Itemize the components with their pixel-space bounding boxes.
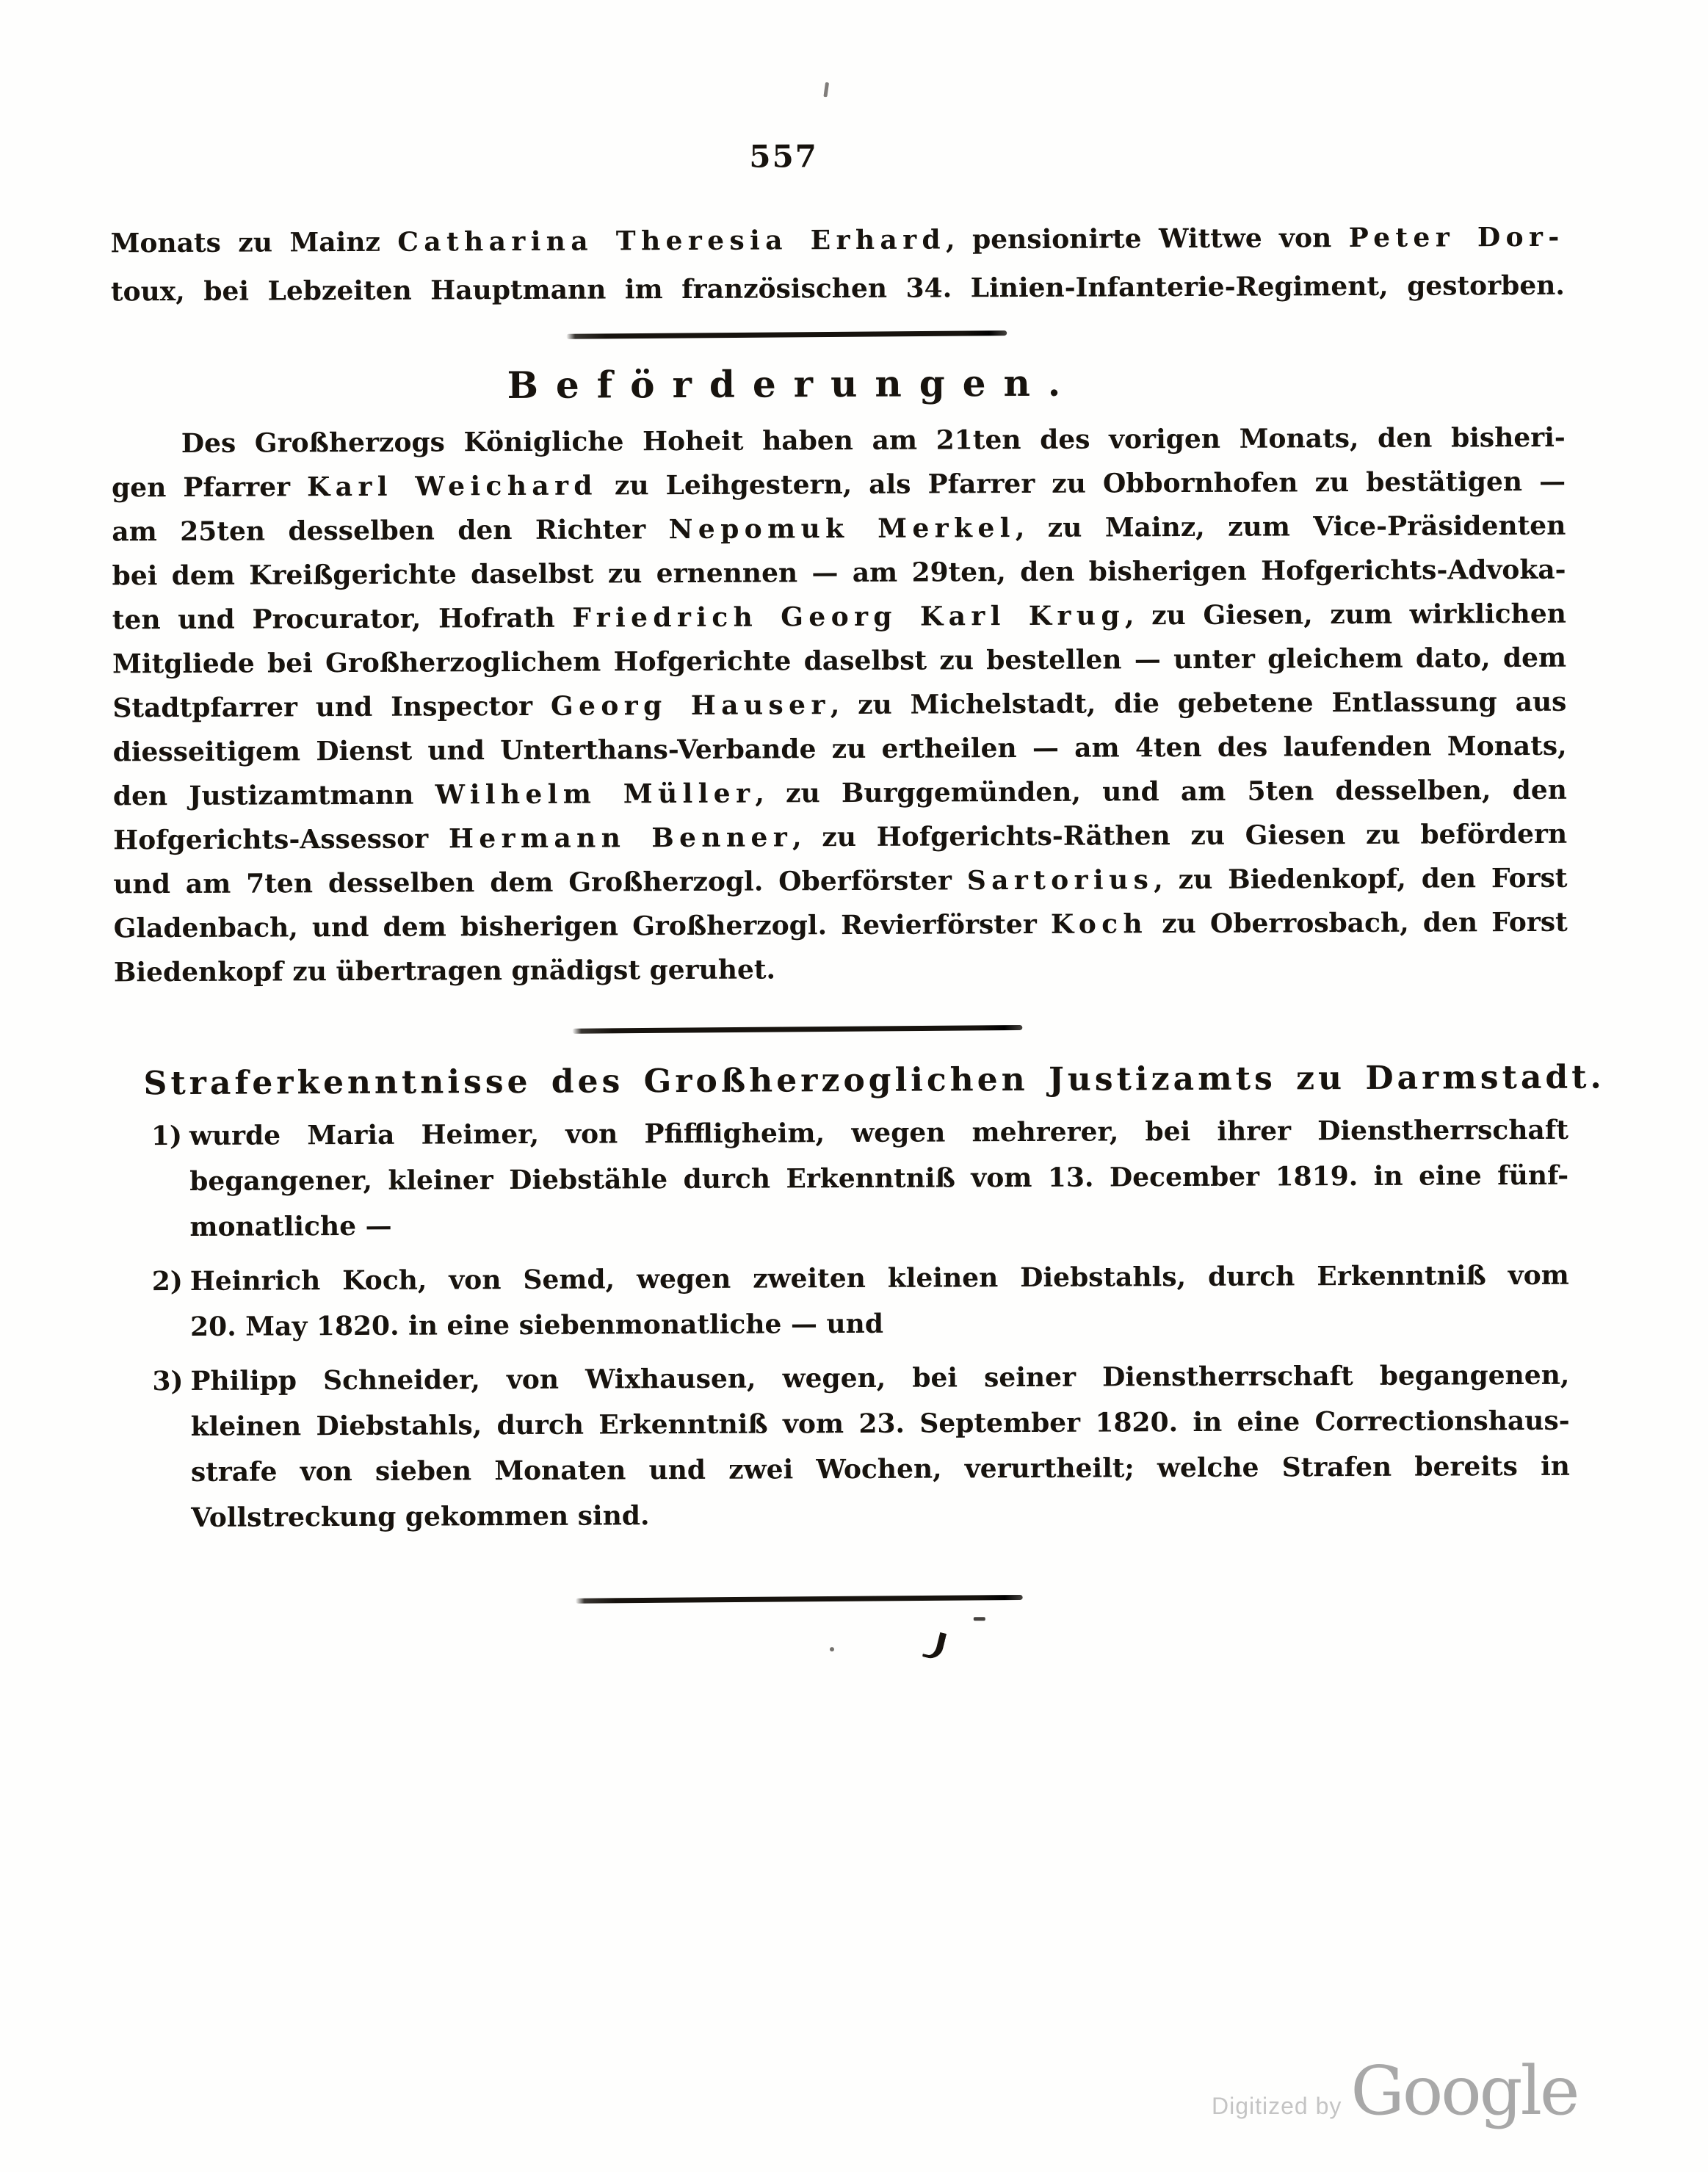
letterspaced-name: Karl Weichard [306,470,598,503]
digitized-by-watermark [1212,2052,1578,2130]
google-logo: Google [1350,2052,1578,2130]
scan-artifact [974,1617,985,1621]
item-text [190,1353,1570,1541]
promotions-heading: Beförderungen. [507,361,1079,408]
scan-artifact [823,82,829,97]
intro-paragraph [110,213,1565,316]
verdicts-heading: Straferkenntnisse des Großherzoglichen Justizamts zu Darmstadt. [143,1058,1605,1103]
section-divider [572,1025,1022,1034]
letterspaced-name: Catharina Theresia Erhard [397,224,947,258]
letterspaced-name: Koch [1050,908,1148,940]
text-line: gen Pfarrer Karl Weichard zu Leihgestern, als Pfarrer zu Obbornhofen zu bestätigen — [111,466,1566,504]
letterspaced-name: Nepomuk Merkel [668,513,1016,546]
promotions-paragraph [112,416,1568,995]
text-line: Heinrich Koch, von Semd, wegen zweiten kleinen Diebstahls, durch Erkenntniß vom [189,1259,1569,1297]
text-line: den Justizamtmann Wilhelm Müller, zu Burggemünden, und am 5ten desselben, den [112,774,1568,812]
text-line: Hofgerichts-Assessor Hermann Benner, zu Hofgerichts-Räthen zu Giesen zu befördern [113,818,1568,856]
text-line: Des Großherzogs Königliche Hoheit haben am 21ten des vorigen Monats, den bisheri- [181,421,1566,459]
text-line: und am 7ten desselben dem Großherzogl. Oberförster Sartorius, zu Biedenkopf, den Forst [113,862,1568,900]
letterspaced-name: Georg Hauser [550,689,831,722]
letterspaced-name: Peter Dor- [1348,221,1565,254]
item-text [190,1253,1570,1350]
text-line: Mitgliede bei Großherzoglichem Hofgerichte daselbst zu bestellen — unter gleichem dato, dem [112,642,1567,680]
text-line: toux, bei Lebzeiten Hauptmann im französischen 34. Linien-Infanterie-Regiment, gestorben. [110,269,1565,308]
letterspaced-name: Friedrich Georg Karl Krug [572,600,1126,634]
letterspaced-name: Wilhelm Müller [435,778,756,811]
letterspaced-name: Sartorius [966,864,1154,897]
text-line: strafe von sieben Monaten und zwei Wochen, verurtheilt; welche Strafen bereits in [190,1450,1571,1488]
text-line: Biedenkopf zu übertragen gnädigst geruhet. [113,954,776,988]
item-number: 3) [152,1365,184,1397]
item-text [189,1107,1569,1250]
verdict-item [151,1107,1569,1250]
section-divider [576,1595,1023,1604]
watermark-text: Digitized by [1212,2093,1342,2119]
scan-artifact [922,1629,947,1661]
letterspaced-name: Hermann Benner [448,822,793,855]
text-line: bei dem Kreißgerichte daselbst zu ernennen — am 29ten, den bisherigen Hofgerichts-Advoka- [112,554,1566,592]
text-line: monatliche — [189,1210,392,1242]
text-line: Philipp Schneider, von Wixhausen, wegen, bei seiner Dienstherrschaft begangenen, [190,1359,1570,1397]
text-line: wurde Maria Heimer, von Pfiffligheim, wegen mehrerer, bei ihrer Dienstherrschaft [189,1114,1569,1151]
text-line: begangener, kleiner Diebstähle durch Erkenntniß vom 13. December 1819. in eine fünf- [189,1159,1569,1197]
verdict-list [151,1107,1571,1549]
text-line: Gladenbach, und dem bisherigen Großherzogl. Revierförster Koch zu Oberrosbach, den Forst [113,906,1568,944]
text-line: kleinen Diebstahls, durch Erkenntniß vom 23. September 1820. in eine Correctionshaus- [190,1405,1570,1442]
item-number: 2) [151,1265,183,1297]
text-line: Stadtpfarrer und Inspector Georg Hauser, zu Michelstadt, die gebetene Entlassung aus [112,686,1567,724]
verdict-item [152,1353,1570,1541]
text-line: Vollstreckung gekommen sind. [191,1500,650,1533]
text-line: Monats zu Mainz Catharina Theresia Erhard, pensionirte Wittwe von Peter Dor- [110,221,1565,259]
text-line: am 25ten desselben den Richter Nepomuk Merkel, zu Mainz, zum Vice-Präsidenten [112,510,1566,548]
text-line: diesseitigem Dienst und Unterthans-Verbande zu ertheilen — am 4ten des laufenden Monats, [112,730,1567,768]
scan-artifact [830,1647,834,1651]
page-number: 557 [749,138,819,175]
text-line: 20. May 1820. in eine siebenmonatliche — und [189,1308,884,1342]
verdict-item [152,1253,1570,1350]
text-line: ten und Procurator, Hofrath Friedrich Georg Karl Krug, zu Giesen, zum wirklichen [112,598,1566,636]
section-divider [566,330,1007,339]
item-number: 1) [151,1120,183,1152]
